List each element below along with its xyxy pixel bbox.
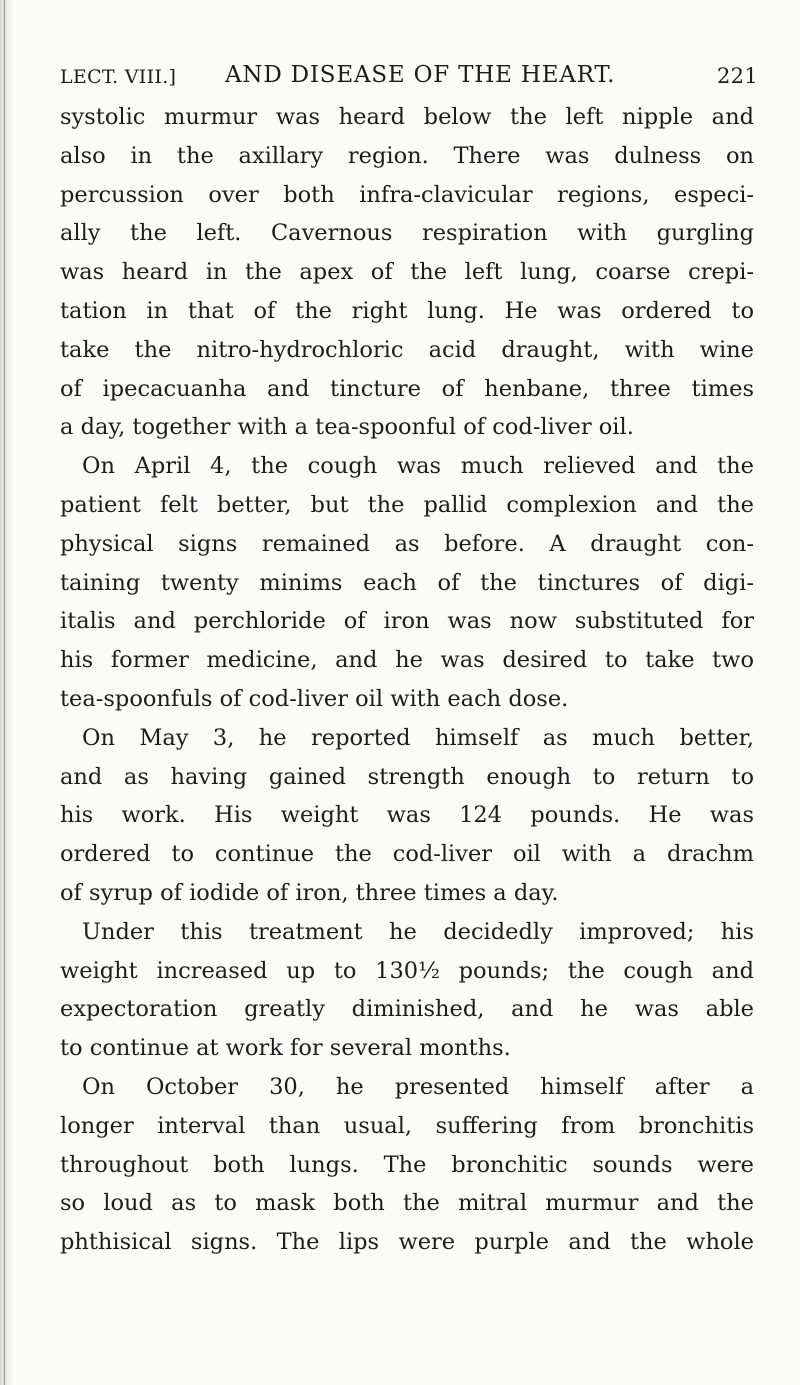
text-line: ordered to continue the cod-liver oil with a drachm [60,841,754,868]
text-line: a day, together with a tea-spoonful of cod-liver oil. [60,414,634,441]
text-line: italis and perchloride of iron was now substituted for [60,608,754,635]
text-line: ally the left. Cavernous respiration with gurgling [60,220,754,247]
text-line: weight increased up to 130½ pounds; the cough and [60,957,754,984]
text-line: of ipecacuanha and tincture of henbane, three times [60,375,754,402]
page-number: 221 [717,64,758,88]
text-line: to continue at work for several months. [60,1035,511,1062]
text-line: systolic murmur was heard below the left nipple and [60,104,754,130]
text-line: his work. His weight was 124 pounds. He was [60,802,754,829]
text-line: taining twenty minims each of the tinctures of digi- [60,569,754,596]
text-line: phthisical signs. The lips were purple and the whole [60,1229,754,1256]
text-line: his former medicine, and he was desired to take two [60,647,754,674]
page-binding-edge [0,0,14,1385]
text-line: physical signs remained as before. A draught con- [60,530,754,557]
text-line: throughout both lungs. The bronchitic sounds were [60,1151,754,1178]
text-line: percussion over both infra-clavicular regions, especi- [60,181,754,208]
text-line: tea-spoonfuls of cod-liver oil with each dose. [60,685,569,712]
running-head [60,60,758,94]
text-line: longer interval than usual, suffering from bronchitis [60,1112,754,1139]
text-line: so loud as to mask both the mitral murmur and the [60,1190,754,1217]
text-line: of syrup of iodide of iron, three times a day. [60,879,559,906]
paragraph-start-line: On April 4, the cough was much relieved and the [82,453,754,480]
text-line: also in the axillary region. There was dulness on [60,142,754,169]
paragraph-start-line: On October 30, he presented himself after a [82,1073,754,1100]
lecture-label: LECT. VIII.] [60,66,177,88]
page-binding-line [4,0,5,1385]
body-text [60,98,754,1262]
paragraph-start-line: On May 3, he reported himself as much better, [82,724,754,751]
text-line: tation in that of the right lung. He was ordered to [60,297,754,324]
text-line: and as having gained strength enough to return to [60,763,754,790]
paragraph-start-line: Under this treatment he decidedly improved; his [82,918,754,945]
text-line: patient felt better, but the pallid complexion and the [60,491,754,518]
text-line: expectoration greatly diminished, and he was able [60,996,754,1023]
chapter-title: AND DISEASE OF THE HEART. [225,62,616,88]
text-line: was heard in the apex of the left lung, coarse crepi- [60,259,754,286]
text-line: take the nitro-hydrochloric acid draught, with wine [60,336,754,363]
